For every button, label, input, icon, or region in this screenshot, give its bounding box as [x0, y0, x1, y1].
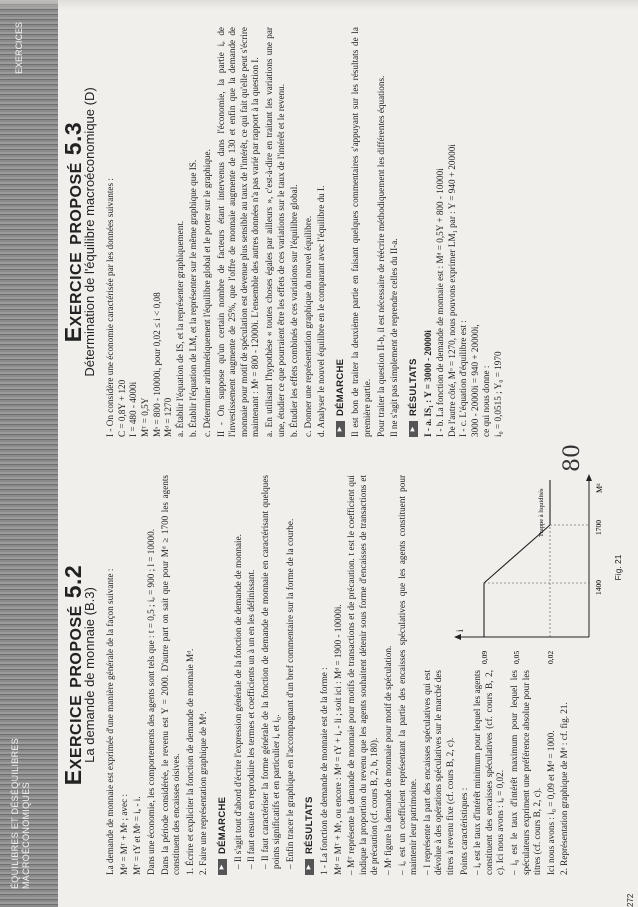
statement-line: Dans une économie, les comportements des agents sont tels que : t = 0,5 ; iₑ = 900 ; l = 10000.: [145, 528, 156, 875]
demarche-heading: [335, 27, 347, 437]
figure-21: [449, 470, 623, 665]
question: b. Étudier les effets combinés de ces variations sur l'équilibre global.: [289, 184, 300, 437]
handwritten-annotation: 80: [560, 444, 585, 472]
header-chapter: [10, 738, 32, 889]
question: c. Donner une représentation graphique du nouvel équilibre.: [302, 215, 313, 437]
exercise-subtitle: Détermination de l'équilibre macroéconomique (D): [81, 87, 97, 377]
resultats-heading: [408, 27, 420, 437]
resultats-line: I - c. L'équation d'équilibre est :: [458, 320, 469, 437]
exercise-5-3: [60, 27, 628, 437]
demarche-item: – Il faut ensuite en reproduire les termes et coefficients un à un en les définissant.: [246, 569, 257, 869]
section-title: RÉSULTATS: [303, 796, 315, 854]
resultats-line: – Mˢ figure la demande de monnaie pour motif de spéculation.: [383, 645, 394, 875]
exercise-title: Exercice proposé 5.2: [60, 564, 86, 786]
liquidity-trap-label: Trappe à liquidités: [538, 488, 546, 537]
statement-line: 1. Écrire et expliciter la fonction de demande de monnaie Mᵈ.: [184, 648, 195, 875]
statement-line: 2. Faire une représentation graphique de Mᵈ.: [198, 711, 209, 875]
resultats-block: [319, 475, 623, 875]
resultats-line: 2. Représentation graphique de Mᵈ : cf. fig. 21.: [559, 702, 570, 875]
y-tick-label: 0,09: [480, 650, 490, 664]
statement-line: C = 0,8Y + 120: [116, 379, 127, 437]
statement-line: Mᵀ = tY et Mˢ = iₑ - i.: [132, 796, 143, 875]
section-badge-icon: ▶: [218, 859, 227, 875]
resultats-line: 1 - La fonction de demande de monnaie est de la forme :: [319, 667, 330, 875]
question: b. Établir l'équation de LM, et la représenter sur le même graphique que IS.: [188, 159, 199, 437]
header-line: ÉQUILIBRES ET DÉSÉQUILIBRES: [10, 738, 20, 889]
x-arrow-icon: [586, 474, 592, 481]
resultats-heading: [304, 475, 316, 875]
question: a. En utilisant l'hypothèse « toutes choses égales par ailleurs », c'est-à-dire en traitant les variations une par une, étudier ce que pourraient être les effets de ces variations sur le taux de l'intérêt et le revenu.: [263, 27, 286, 437]
header-bar: [0, 0, 58, 907]
statement-line: La demande de monnaie est exprimée d'une manière générale de la façon suivante :: [105, 568, 116, 875]
header-line: MACROÉCONOMIQUES: [21, 782, 31, 889]
statement: [105, 27, 175, 437]
resultats-line: ce qui nous donne :: [481, 365, 492, 437]
demarche-item: Il est bon de traiter la deuxième partie en faisant quelques commentaires s'appuyant sur les résultats de la première partie.: [350, 27, 373, 437]
statement: [105, 475, 210, 875]
demarche-item: – Enfin tracer le graphique en l'accompagnant d'un bref commentaire sur la forme de la courbe.: [284, 518, 295, 869]
y-axis-label: i: [455, 629, 466, 632]
page-number: 272: [626, 893, 635, 907]
question: a. Établir l'équation de IS, et la représenter graphiquement.: [174, 220, 185, 437]
resultats-line: I - b. La fonction de demande de monnaie est : Mᵈ = 0,5Y + 800 - 10000i: [435, 168, 446, 437]
resultats-line: – l représente la part des encaisses spéculatives qui est dévolue à des opérations spéculatives sur le marché des titres à revenu fixe (cf. cours B, 2, c).: [421, 670, 456, 875]
exercise-5-2: [60, 475, 628, 875]
resultats-left: [422, 670, 571, 875]
y-arrow-icon: [454, 634, 461, 640]
section-title: RÉSULTATS: [407, 358, 419, 416]
demarche-item: – Il faut caractériser la forme générale de la fonction de demande de monnaie en caractérisant quelques points significatifs et en particulier iₑ et i₀.: [259, 475, 282, 869]
section-title: DÉMARCHE: [334, 358, 346, 416]
y-tick-label: 0,05: [512, 650, 522, 664]
section-badge-icon: ▶: [409, 421, 418, 437]
resultats-line: I - a. IS₁ : Y = 3000 - 20000i: [423, 330, 434, 437]
demarche-item: Il ne s'agit pas simplement de reprendre celles du II-a.: [389, 238, 400, 437]
y-tick-label: 0,02: [546, 650, 556, 664]
section-badge-icon: ▶: [336, 421, 345, 437]
demarche-item: – Il s'agit tout d'abord d'écrire l'expression générale de la fonction de demande de monnaie.: [232, 534, 243, 869]
resultats-line: Points caractéristiques :: [458, 787, 469, 875]
exercise-title: Exercice proposé 5.3: [60, 121, 86, 343]
statement-line: Mᵈ = Mᵀ + Mˢ ; avec :: [118, 793, 129, 875]
statement-line: Dans la période considérée, le revenu est Y = 2000. D'autre part on sait que pour Mᵈ ≥ 1700 les agents constituent des encaisses oisives.: [159, 475, 182, 875]
section-title: DÉMARCHE: [216, 796, 228, 854]
header-section: EXERCICES: [14, 22, 24, 75]
statement-line: Mᵀ = 0,5Y: [139, 397, 150, 437]
resultats-line: Mᵈ = Mᵀ + Mˢ, ou encore : Mᵈ = tY + iₑ - li ; soit ici : Mᵈ = 1900 - 10000i.: [332, 604, 343, 875]
resultats-block: [423, 27, 504, 437]
questions: [175, 27, 328, 437]
demarche-list: [350, 27, 400, 437]
question: II - On suppose qu'un certain nombre de facteurs étant intervenus dans l'économie, la partie iₑ de l'investissement augmente de 25%, que l'offre de monnaie augmente de 130 et enfin que la demande de monnaie pour motif de spéculation est devenue plus sensible au taux de l'intérêt, ce qui fait qu'elle peut s'écrire maintenant : Mˢ = 800 - 12000i. L'ensemble des autres données n'a pas varié par rapport à la question I.: [215, 27, 261, 437]
statement-line: Mᵈ = 1270: [163, 397, 174, 437]
exercise-subtitle: La demande de monnaie (B.3): [81, 587, 97, 763]
question: c. Déterminer arithmétiquement l'équilibre global et le porter sur le graphique.: [201, 149, 212, 437]
money-demand-graph: [449, 470, 609, 665]
resultats-line: – iₑ est le taux d'intérêt minimum pour lequel les agents constituent des encaisses spéculatives (cf. cours B, 2, c). Ici nous avons : iₑ = 0,02.: [472, 670, 506, 875]
resultats-line: Ici nous avons : i₀ = 0,09 et Mᵈ = 1000.: [545, 730, 556, 875]
statement-line: I - On considère une économie caractérisée par les données suivantes :: [105, 178, 116, 437]
resultats-line: 3000 - 20000i = 940 + 20000i,: [469, 324, 480, 437]
x-tick-label: 1700: [594, 520, 604, 535]
demarche-list: [233, 475, 297, 875]
demarche-heading: [217, 475, 229, 875]
resultats-line: i₀ = 0,0515 ; Y₀ = 1970: [493, 351, 503, 437]
statement-line: Mˢ = 800 - 10000i, pour 0,02 ≤ i < 0,08: [151, 292, 162, 437]
x-tick-label: 1400: [594, 580, 604, 595]
resultats-line: – i₀ est le taux d'intérêt maximum pour lequel les spéculateurs expriment une préférence absolue pour les titres (cf. cours B, 2, c).: [509, 670, 543, 875]
section-badge-icon: ▶: [305, 859, 314, 875]
resultats-line: De l'autre côté, Mᵒ = 1270, nous pouvons exprimer LM₁ par : Y = 940 + 20000i: [446, 144, 457, 437]
demarche-item: Pour traiter la question II-b, il est nécessaire de réécrire méthodiquement les différentes équations.: [375, 75, 386, 437]
statement-line: I = 480 - 4000i: [128, 381, 139, 437]
resultats-line: – iₑ est un coefficient représentant la partie des encaisses spéculatives que les agents constituent pour maintenir leur patrimoine.: [396, 475, 419, 875]
resultats-line: – Mᵀ représente la demande de monnaie pour motifs de transactions et de précaution. t est le coefficient qui indique la proportion du revenu que les agents souhaitent détenir sous forme d'encaisses de transactions et de précaution (cf. cours B, 2, b, 180).: [346, 475, 380, 875]
figure-caption: Fig. 21: [612, 554, 623, 581]
x-axis-label: Mᵈ: [595, 483, 605, 493]
question: d. Analyser le nouvel équilibre en le comparant avec l'équilibre du I.: [316, 185, 327, 437]
scan-edge: [0, 0, 638, 10]
